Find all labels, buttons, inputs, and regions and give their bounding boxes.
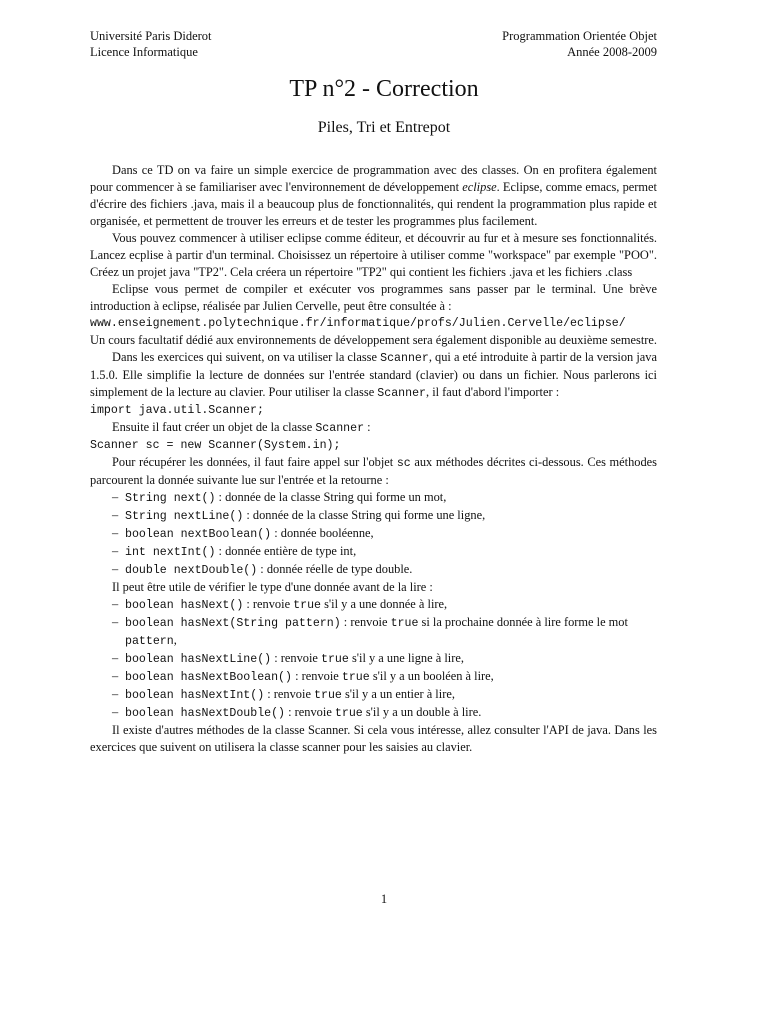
has-method-list (90, 596, 657, 722)
paragraph-eclipse: Eclipse vous permet de compiler et exécuter vos programmes sans passer par le terminal. Une brève introduction à eclipse, réalisée par Julien Cervelle, peut être consultée à : (90, 282, 657, 313)
paragraph-create: Ensuite il faut créer un objet de la classe Scanner : (112, 420, 371, 435)
list-item: – boolean hasNext(String pattern) : renvoie true si la prochaine donnée à lire forme le mot pattern, (112, 615, 628, 648)
list-item: – String next() : donnée de la classe String qui forme un mot, (112, 490, 447, 505)
header-university: Université Paris Diderot (90, 29, 212, 43)
header-right (502, 28, 657, 60)
method-list (90, 489, 657, 579)
list-item: – String nextLine() : donnée de la classe String qui forme une ligne, (112, 508, 486, 523)
list-item: – double nextDouble() : donnée réelle de type double. (112, 562, 413, 577)
code-new-scanner: Scanner sc = new Scanner(System.in); (90, 439, 341, 452)
header-left (90, 28, 212, 60)
document-title: TP n°2 - Correction (289, 76, 479, 102)
list-item: – boolean hasNextBoolean() : renvoie true s'il y a un booléen à lire, (112, 669, 494, 684)
list-item: – boolean hasNextInt() : renvoie true s'il y a un entier à lire, (112, 687, 455, 702)
page-header (90, 28, 657, 60)
paragraph-course: Un cours facultatif dédié aux environnements de développement sera également disponible au deuxième semestre. (90, 333, 658, 347)
document-subtitle: Piles, Tri et Entrepot (317, 119, 451, 136)
header-course: Programmation Orientée Objet (502, 29, 657, 43)
list-item: – boolean hasNext() : renvoie true s'il y a une donnée à lire, (112, 597, 448, 612)
paragraph-api: Il existe d'autres méthodes de la classe Scanner. Si cela vous intéresse, allez consulter l'API de java. Dans les exercices que suivent on utilisera la classe scanner pour les saisies au clavier. (90, 723, 657, 754)
paragraph-workspace: Vous pouvez commencer à utiliser eclipse comme éditeur, et découvrir au fur et à mesure ses fonctionnalités. Lancez ecplise à partir d'un terminal. Choisissez un répertoire à utiliser comme "workspace" par exemple "POO". Créez un projet java "TP2". Cela créera un répertoire "TP2" qui contient les fichiers .java et les fichiers .class (90, 231, 657, 279)
list-item: – boolean hasNextLine() : renvoie true s'il y a une ligne à lire, (112, 651, 464, 666)
list-item: – boolean nextBoolean() : donnée booléenne, (112, 526, 374, 541)
paragraph-check-type: Il peut être utile de vérifier le type d'une donnée avant de la lire : (112, 580, 433, 594)
header-year: Année 2008-2009 (567, 45, 657, 59)
list-item: – boolean hasNextDouble() : renvoie true s'il y a un double à lire. (112, 705, 482, 720)
eclipse-tutorial-url: www.enseignement.polytechnique.fr/informatique/profs/Julien.Cervelle/eclipse/ (90, 317, 626, 330)
document-body (90, 162, 657, 756)
paragraph-intro: Dans ce TD on va faire un simple exercice de programmation avec des classes. On en profitera également pour commencer à se familiariser avec l'environnement de développement eclipse. Eclipse, comme emacs, permet d'écrire des fichiers .java, mais il a beaucoup plus de fonctionnalités, qui rendent la programmation plus rapide et organisée, et permettent de trouver les erreurs et de tester les programmes plus facilement. (90, 163, 657, 228)
header-degree: Licence Informatique (90, 45, 198, 59)
paragraph-methods: Pour récupérer les données, il faut faire appel sur l'objet sc aux méthodes décrites ci-dessous. Ces méthodes parcourent la donnée suivante lue sur l'entrée et la retourne : (90, 455, 657, 487)
page-number: 1 (380, 892, 388, 906)
code-import: import java.util.Scanner; (90, 404, 264, 417)
paragraph-scanner: Dans les exercices qui suivent, on va utiliser la classe Scanner, qui a eté introduite à partir de la version java 1.5.0. Elle simplifie la lecture de données sur l'entrée standard (clavier) ou dans un fichier. Nous parlerons ici simplement de la lecture au clavier. Pour utiliser la classe Scanner, il faut d'abord l'importer : (90, 350, 657, 400)
list-item: – int nextInt() : donnée entière de type int, (112, 544, 357, 559)
